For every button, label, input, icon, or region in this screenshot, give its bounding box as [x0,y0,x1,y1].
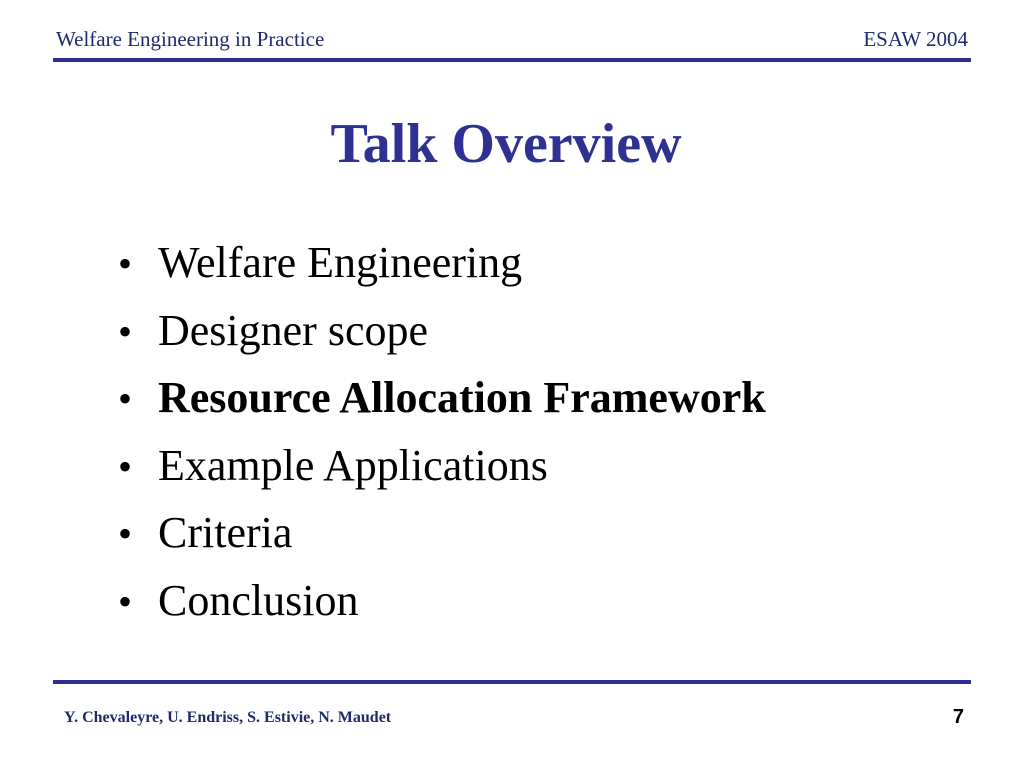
footer-authors: Y. Chevaleyre, U. Endriss, S. Estivie, N. Maudet [64,709,392,726]
header-conference: ESAW 2004 [863,27,968,51]
bullet-icon: • [118,376,133,422]
bullet-icon: • [118,578,133,624]
bullet-list [118,229,766,635]
page-number: 7 [952,706,964,728]
footer-divider [53,680,971,684]
bullet-icon: • [118,511,133,557]
slide-title: Talk Overview [330,113,682,175]
bullet-icon: • [118,241,133,286]
header-divider [53,58,971,62]
bullet-text: Criteria [158,508,293,558]
bullet-text: Example Applications [158,440,548,490]
bullet-item [118,567,766,635]
bullet-icon: • [118,443,133,489]
bullet-item [118,297,766,365]
bullet-text-current: Resource Allocation Framework [158,373,766,423]
bullet-text: Conclusion [158,575,359,625]
bullet-item [118,364,766,432]
bullet-item [118,432,766,500]
header-title: Welfare Engineering in Practice [56,27,325,51]
bullet-item [118,499,766,567]
bullet-text: Welfare Engineering [158,238,523,287]
bullet-item [118,229,766,297]
bullet-text: Designer scope [158,305,429,355]
bullet-icon: • [118,308,133,354]
